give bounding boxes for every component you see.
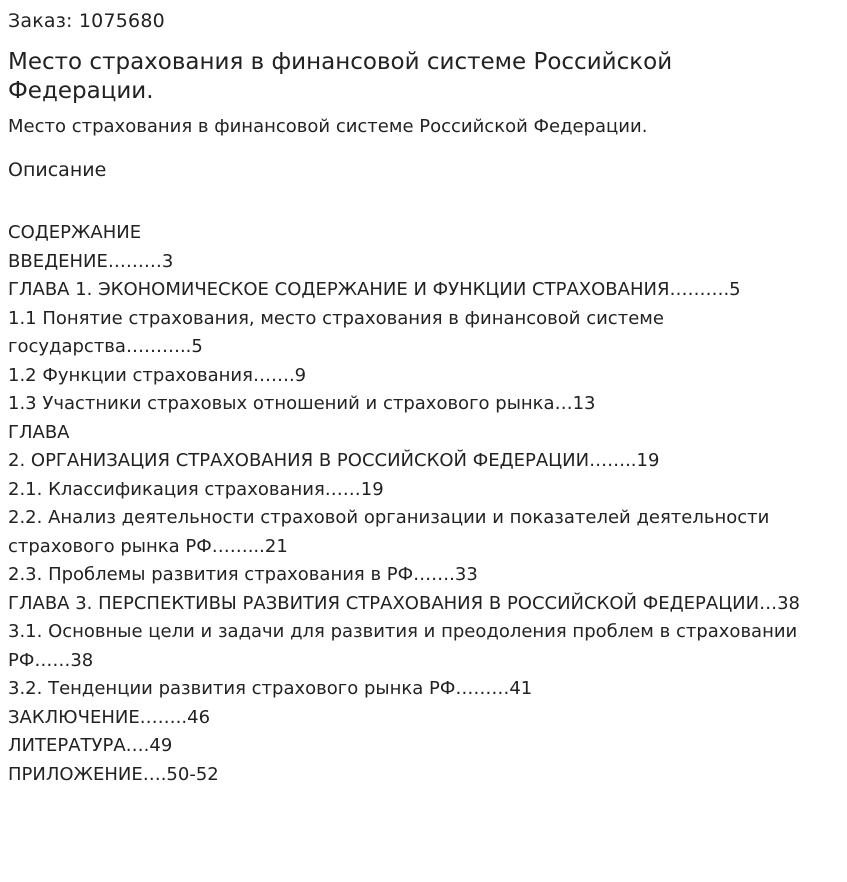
toc-item: ПРИЛОЖЕНИЕ….50-52 — [8, 763, 219, 785]
order-number: Заказ: 1075680 — [8, 10, 165, 32]
toc-item: ГЛАВА — [8, 421, 70, 443]
toc-item: СОДЕРЖАНИЕ — [8, 222, 142, 243]
toc-item: 1.1 Понятие страхования, место страхования в финансовой системе государства………..5 — [8, 307, 664, 357]
toc-item: 3.1. Основные цели и задачи для развития и преодоления проблем в страховании РФ……38 — [8, 621, 798, 671]
table-of-contents — [8, 219, 838, 789]
toc-item: ЗАКЛЮЧЕНИЕ……..46 — [8, 706, 211, 728]
description-heading: Описание — [8, 159, 107, 181]
toc-item: 1.3 Участники страховых отношений и страхового рынка…13 — [8, 393, 596, 414]
toc-item: ВВЕДЕНИЕ………3 — [8, 250, 174, 272]
toc-item: 2.2. Анализ деятельности страховой организации и показателей деятельности страхового рынка РФ……...21 — [8, 507, 770, 557]
toc-item: 2. ОРГАНИЗАЦИЯ СТРАХОВАНИЯ В РОССИЙСКОЙ ФЕДЕРАЦИИ……..19 — [8, 450, 660, 471]
toc-item: 2.3. Проблемы развития страхования в РФ…….33 — [8, 564, 478, 585]
toc-item: 3.2. Тенденции развития страхового рынка РФ………41 — [8, 678, 533, 699]
toc-item: 1.2 Функции страхования…….9 — [8, 364, 307, 386]
toc-item: 2.1. Классификация страхования……19 — [8, 478, 384, 500]
toc-item: ГЛАВА 1. ЭКОНОМИЧЕСКОЕ СОДЕРЖАНИЕ И ФУНКЦИИ СТРАХОВАНИЯ……….5 — [8, 279, 741, 300]
page-subtitle: Место страхования в финансовой системе Российской Федерации. — [8, 116, 648, 137]
toc-item: ЛИТЕРАТУРА….49 — [8, 735, 173, 756]
toc-item: ГЛАВА 3. ПЕРСПЕКТИВЫ РАЗВИТИЯ СТРАХОВАНИЯ В РОССИЙСКОЙ ФЕДЕРАЦИИ…38 — [8, 592, 801, 614]
page-title: Место страхования в финансовой системе Российской Федерации. — [8, 49, 673, 104]
